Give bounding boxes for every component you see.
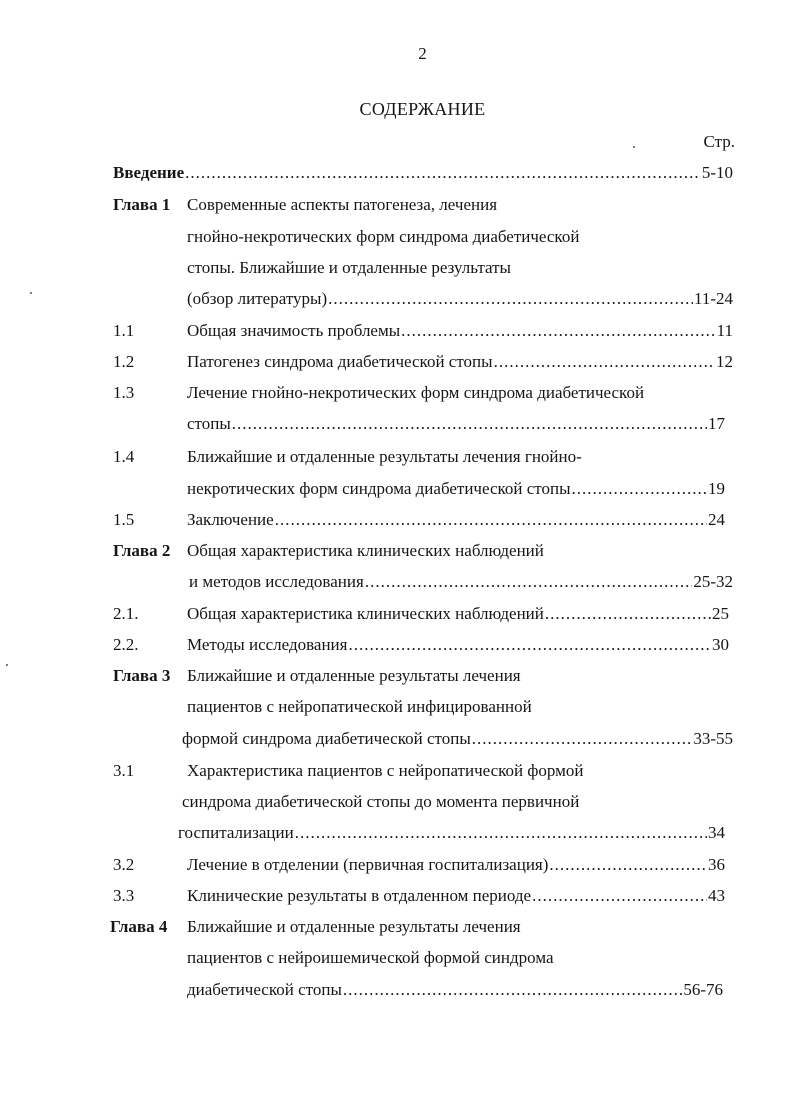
toc-leader-dots	[365, 571, 693, 593]
toc-entry-text: Общая значимость проблемы	[187, 321, 401, 340]
toc-page-ref: 5-10	[701, 163, 733, 182]
toc-chapter-4-label: Глава 4	[110, 917, 168, 936]
toc-entry-text: (обзор литературы)	[187, 289, 328, 308]
toc-leader-dots	[295, 822, 707, 844]
toc-entry-line: Ближайшие и отдаленные результаты лечения гнойно-	[187, 447, 582, 466]
toc-entry-text: Лечение в отделении (первичная госпитализация)	[187, 855, 549, 874]
toc-entry-3-2[interactable]	[187, 854, 725, 876]
toc-chapter-4-line: Ближайшие и отдаленные результаты лечения	[187, 917, 521, 936]
toc-chapter-1-line: гнойно-некротических форм синдрома диабетической	[187, 227, 580, 246]
toc-section-number: 2.2.	[113, 635, 139, 654]
toc-entry-chapter-2[interactable]	[189, 571, 733, 593]
toc-entry-1-2[interactable]	[187, 351, 733, 373]
page-number: 2	[418, 44, 427, 63]
toc-entry-1-4[interactable]	[187, 478, 725, 500]
toc-page-ref: 12	[716, 352, 733, 371]
toc-leader-dots	[401, 320, 715, 342]
toc-chapter-4-line: пациентов с нейроишемической формой синдрома	[187, 948, 554, 967]
toc-section-number: 3.3	[113, 886, 135, 905]
toc-chapter-1-label: Глава 1	[113, 195, 171, 214]
scan-speck	[30, 292, 32, 294]
scan-speck	[633, 146, 635, 148]
toc-chapter-3-line: пациентов с нейропатической инфицированной	[187, 697, 532, 716]
toc-page-ref: 30	[712, 635, 729, 654]
toc-chapter-3-line: Ближайшие и отдаленные результаты лечения	[187, 666, 521, 685]
toc-page-ref: 36	[708, 855, 725, 874]
toc-entry-text: диабетической стопы	[187, 980, 342, 999]
toc-entry-text: Клинические результаты в отдаленном периоде	[187, 886, 532, 905]
toc-leader-dots	[545, 603, 711, 625]
toc-entry-introduction[interactable]	[113, 162, 733, 184]
toc-entry-text: стопы	[187, 414, 231, 433]
toc-entry-line: синдрома диабетической стопы до момента первичной	[182, 792, 580, 811]
toc-leader-dots	[343, 979, 682, 1001]
toc-leader-dots	[185, 162, 701, 184]
toc-entry-text: формой синдрома диабетической стопы	[182, 729, 471, 748]
toc-page-ref: 11	[716, 321, 733, 340]
toc-entry-1-1[interactable]	[187, 320, 733, 342]
toc-entry-1-3[interactable]	[187, 413, 725, 435]
page-title: СОДЕРЖАНИЕ	[359, 99, 486, 119]
toc-page-ref: 33-55	[693, 729, 733, 748]
toc-entry-text: Общая характеристика клинических наблюдений	[187, 604, 544, 623]
toc-page-ref: 25	[712, 604, 729, 623]
toc-entry-3-3[interactable]	[187, 885, 725, 907]
toc-section-number: 3.1	[113, 761, 135, 780]
toc-leader-dots	[549, 854, 707, 876]
scan-speck	[6, 664, 8, 666]
toc-chapter-1-line: стопы. Ближайшие и отдаленные результаты	[187, 258, 511, 277]
toc-entry-chapter-3[interactable]	[182, 728, 733, 750]
toc-entry-text: Патогенез синдрома диабетической стопы	[187, 352, 493, 371]
page-column-header: Стр.	[703, 132, 735, 151]
toc-page-ref: 34	[708, 823, 725, 842]
toc-section-number: 2.1.	[113, 604, 139, 623]
toc-leader-dots	[472, 728, 693, 750]
toc-entry-label: Введение	[113, 163, 185, 182]
toc-page-ref: 19	[708, 479, 725, 498]
toc-entry-2-2[interactable]	[187, 634, 729, 656]
toc-leader-dots	[232, 413, 707, 435]
toc-entry-2-1[interactable]	[187, 603, 729, 625]
toc-section-number: 1.2	[113, 352, 135, 371]
toc-entry-chapter-4[interactable]	[187, 979, 723, 1001]
toc-entry-3-1[interactable]	[178, 822, 725, 844]
toc-page-ref: 17	[708, 414, 725, 433]
toc-section-number: 1.5	[113, 510, 135, 529]
toc-page-ref: 24	[708, 510, 725, 529]
toc-section-number: 1.3	[113, 383, 135, 402]
toc-page-ref: 25-32	[693, 572, 733, 591]
toc-page-ref: 43	[708, 886, 725, 905]
toc-entry-text: Методы исследования	[187, 635, 348, 654]
toc-entry-line: Характеристика пациентов с нейропатической формой	[187, 761, 584, 780]
toc-chapter-1-line: Современные аспекты патогенеза, лечения	[187, 195, 498, 214]
toc-entry-text: некротических форм синдрома диабетической стопы	[187, 479, 571, 498]
toc-entry-line: Лечение гнойно-некротических форм синдрома диабетической	[187, 383, 645, 402]
toc-leader-dots	[532, 885, 707, 907]
toc-entry-text: госпитализации	[178, 823, 294, 842]
toc-chapter-2-label: Глава 2	[113, 541, 171, 560]
toc-chapter-2-line: Общая характеристика клинических наблюдений	[187, 541, 544, 560]
toc-entry-chapter-1[interactable]	[187, 288, 733, 310]
toc-section-number: 3.2	[113, 855, 135, 874]
toc-section-number: 1.4	[113, 447, 135, 466]
toc-leader-dots	[572, 478, 707, 500]
toc-chapter-3-label: Глава 3	[113, 666, 171, 685]
toc-section-number: 1.1	[113, 321, 135, 340]
toc-leader-dots	[494, 351, 715, 373]
toc-page-ref: 56-76	[683, 980, 723, 999]
toc-entry-1-5[interactable]	[187, 509, 725, 531]
toc-leader-dots	[348, 634, 711, 656]
toc-entry-text: и методов исследования	[189, 572, 364, 591]
toc-entry-text: Заключение	[187, 510, 274, 529]
toc-page-ref: 11-24	[693, 289, 733, 308]
toc-leader-dots	[328, 288, 693, 310]
toc-leader-dots	[275, 509, 707, 531]
